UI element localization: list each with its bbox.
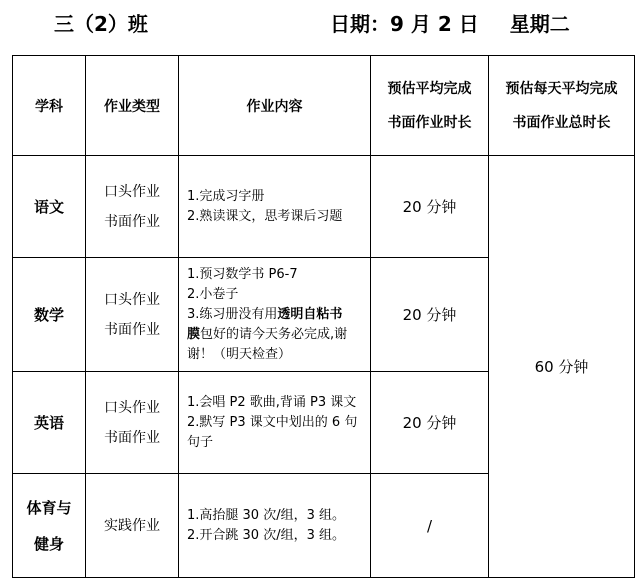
content-text: 包好的请今天务必完成,谢: [200, 326, 348, 342]
content-text: 3.练习册没有用: [187, 306, 278, 322]
duration-cell: 20 分钟: [371, 258, 489, 372]
table-row: [13, 156, 635, 258]
type-label: 口头作业: [104, 399, 160, 416]
content-line: 1.预习数学书 P6-7: [187, 266, 298, 282]
content-line: 2.熟读课文，思考课后习题: [187, 208, 343, 224]
type-label: 口头作业: [104, 183, 160, 200]
col-content: 作业内容: [179, 56, 371, 156]
date-text: 日期：9 月 2 日: [330, 12, 479, 36]
content-line: 谢！（明天检查）: [187, 346, 292, 362]
content-cell: [179, 156, 371, 258]
type-cell: [86, 474, 179, 578]
content-cell: [179, 258, 371, 372]
col-total-time-l2: 书面作业总时长: [512, 114, 611, 131]
total-duration-cell: 60 分钟: [489, 156, 635, 578]
content-line: 1.完成习字册: [187, 188, 265, 204]
type-label: 口头作业: [104, 291, 160, 308]
content-line: 2.小卷子: [187, 286, 239, 302]
type-label: 书面作业: [104, 213, 160, 230]
type-label: 书面作业: [104, 429, 160, 446]
subject-cell: 语文: [13, 156, 86, 258]
duration-cell: /: [371, 474, 489, 578]
col-avg-time: [371, 56, 489, 156]
subject-line: 体育与: [26, 498, 72, 517]
subject-cell: 数学: [13, 258, 86, 372]
content-line: 句子: [187, 434, 214, 450]
type-label: 实践作业: [104, 517, 160, 534]
weekday-text: 星期二: [509, 12, 570, 36]
type-label: 书面作业: [104, 321, 160, 338]
col-type: 作业类型: [86, 56, 179, 156]
col-total-time-l1: 预估每天平均完成: [505, 80, 618, 97]
type-cell: [86, 156, 179, 258]
col-avg-time-l1: 预估平均完成: [387, 80, 472, 97]
subject-line: 健身: [33, 534, 64, 553]
subject-cell: [13, 474, 86, 578]
col-avg-time-l2: 书面作业时长: [387, 114, 472, 131]
content-line: 2.开合跳 30 次/组，3 组。: [187, 527, 345, 543]
type-cell: [86, 258, 179, 372]
header-row: [13, 56, 635, 156]
col-subject: 学科: [13, 56, 86, 156]
content-line: 1.高抬腿 30 次/组，3 组。: [187, 507, 345, 523]
class-title: 三（2）班: [54, 12, 148, 36]
homework-table: [12, 55, 635, 578]
subject-cell: 英语: [13, 372, 86, 474]
content-cell: [179, 372, 371, 474]
content-cell: [179, 474, 371, 578]
content-line: [187, 305, 370, 325]
date-line: [330, 8, 594, 37]
type-cell: [86, 372, 179, 474]
duration-cell: 20 分钟: [371, 156, 489, 258]
content-bold: 透明自粘书: [277, 306, 343, 322]
content-line: [187, 325, 370, 345]
content-bold: 膜: [187, 326, 201, 342]
duration-cell: 20 分钟: [371, 372, 489, 474]
col-total-time: [489, 56, 635, 156]
content-line: 2.默写 P3 课文中划出的 6 句: [187, 414, 358, 430]
content-line: 1.会唱 P2 歌曲,背诵 P3 课文: [187, 394, 357, 410]
